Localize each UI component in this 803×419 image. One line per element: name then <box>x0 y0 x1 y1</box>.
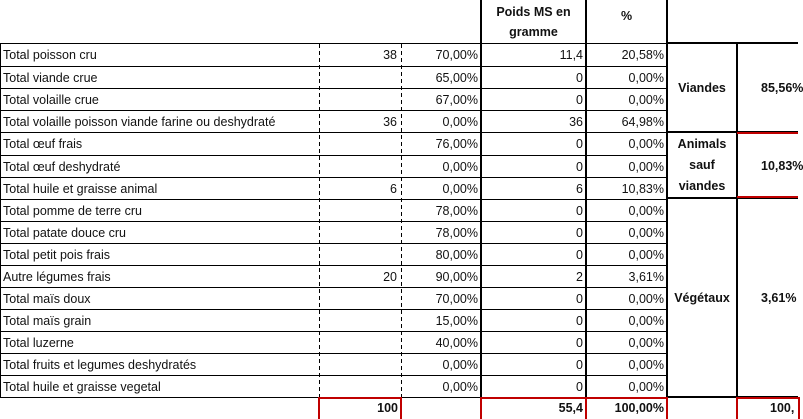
row-pct-ms: 90,00% <box>435 270 478 284</box>
row-qty <box>320 222 397 244</box>
row-qty: 38 <box>383 48 397 62</box>
row-poids: 0 <box>576 93 583 107</box>
row-qty <box>320 67 397 89</box>
total-pct: 100,00% <box>614 401 664 415</box>
row-qty <box>320 156 397 178</box>
category-pct-viandes: 85,56% <box>761 81 803 95</box>
row-name: Total petit pois frais <box>3 248 110 262</box>
total-poids: 55,4 <box>558 401 583 415</box>
row-pct-ms: 76,00% <box>435 137 478 151</box>
row-pct: 0,00% <box>628 336 664 350</box>
row-qty <box>320 354 397 376</box>
row-pct-ms: 65,00% <box>435 71 478 85</box>
row-pct-ms: 70,00% <box>435 48 478 62</box>
row-pct: 10,83% <box>621 182 664 196</box>
row-pct: 0,00% <box>628 248 664 262</box>
row-name: Total luzerne <box>3 336 74 350</box>
header-pct: % <box>620 9 633 23</box>
row-poids: 0 <box>576 380 583 394</box>
row-name: Total maïs grain <box>3 314 92 328</box>
row-qty: 36 <box>383 115 397 129</box>
row-pct: 0,00% <box>628 204 664 218</box>
row-poids: 0 <box>576 358 583 372</box>
row-name: Total pomme de terre cru <box>3 204 142 218</box>
category-label-animals: Animals sauf viandes <box>677 137 727 193</box>
category-pct-vegetaux: 3,61% <box>761 291 797 305</box>
row-poids: 0 <box>576 314 583 328</box>
row-poids: 0 <box>576 204 583 218</box>
row-qty <box>320 244 397 266</box>
row-name: Total patate douce cru <box>3 226 126 240</box>
category-label-vegetaux: Végétaux <box>674 290 730 305</box>
row-pct-ms: 67,00% <box>435 93 478 107</box>
row-pct: 3,61% <box>628 270 664 284</box>
row-pct: 0,00% <box>628 358 664 372</box>
row-pct: 0,00% <box>628 292 664 306</box>
row-poids: 2 <box>576 270 583 284</box>
row-name: Total œuf frais <box>3 137 83 151</box>
row-qty <box>320 376 397 398</box>
row-name: Total maïs doux <box>3 292 91 306</box>
row-pct: 0,00% <box>628 71 664 85</box>
row-poids: 0 <box>576 292 583 306</box>
row-pct: 0,00% <box>628 314 664 328</box>
row-pct-ms: 78,00% <box>435 226 478 240</box>
row-poids: 0 <box>576 137 583 151</box>
row-poids: 0 <box>576 226 583 240</box>
row-pct-ms: 78,00% <box>435 204 478 218</box>
row-name: Total œuf deshydraté <box>3 160 121 174</box>
category-label-viandes: Viandes <box>678 80 726 95</box>
row-pct-ms: 0,00% <box>442 358 478 372</box>
row-pct-ms: 0,00% <box>442 182 478 196</box>
row-pct-ms: 80,00% <box>435 248 478 262</box>
row-name: Total volaille poisson viande farine ou deshydraté <box>3 115 276 129</box>
row-qty <box>320 310 397 332</box>
row-name: Total huile et graisse vegetal <box>3 380 161 394</box>
row-qty: 20 <box>383 270 397 284</box>
row-poids: 0 <box>576 248 583 262</box>
row-pct-ms: 15,00% <box>435 314 478 328</box>
row-name: Total poisson cru <box>3 48 97 62</box>
row-pct: 0,00% <box>628 226 664 240</box>
row-poids: 0 <box>576 160 583 174</box>
row-pct: 0,00% <box>628 137 664 151</box>
row-pct: 0,00% <box>628 93 664 107</box>
category-pct-animals: 10,83% <box>761 158 803 173</box>
row-pct-ms: 0,00% <box>442 160 478 174</box>
total-category-pct: 100, <box>770 401 795 415</box>
row-poids: 0 <box>576 71 583 85</box>
row-pct-ms: 40,00% <box>435 336 478 350</box>
row-name: Total fruits et legumes deshydratés <box>3 358 197 372</box>
row-name: Total viande crue <box>3 71 98 85</box>
row-pct: 64,98% <box>621 115 664 129</box>
row-name: Autre légumes frais <box>3 270 111 284</box>
header-poids: Poids MS en gramme <box>496 5 571 39</box>
row-poids: 11,4 <box>559 48 583 62</box>
row-qty <box>320 288 397 310</box>
total-qty: 100 <box>377 401 398 415</box>
row-pct: 20,58% <box>621 48 664 62</box>
row-pct-ms: 0,00% <box>442 380 478 394</box>
row-pct: 0,00% <box>628 160 664 174</box>
row-qty <box>320 332 397 354</box>
row-name: Total volaille crue <box>3 93 99 107</box>
row-pct: 0,00% <box>628 380 664 394</box>
row-poids: 36 <box>569 115 583 129</box>
row-name: Total huile et graisse animal <box>3 182 158 196</box>
row-pct-ms: 0,00% <box>442 115 478 129</box>
row-poids: 0 <box>576 336 583 350</box>
row-pct-ms: 70,00% <box>435 292 478 306</box>
row-qty <box>320 89 397 111</box>
row-qty <box>320 133 397 155</box>
row-qty <box>320 200 397 222</box>
row-qty: 6 <box>390 182 397 196</box>
row-poids: 6 <box>576 182 583 196</box>
